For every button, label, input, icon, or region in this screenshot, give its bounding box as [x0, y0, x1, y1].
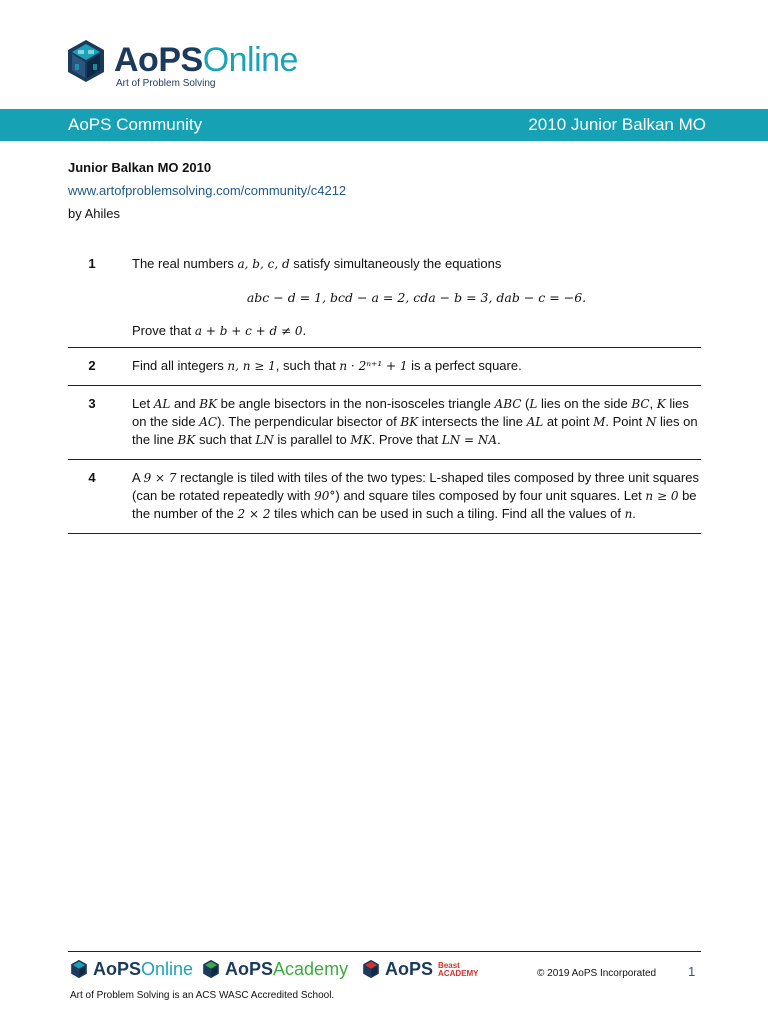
problem-text: Let AL and BK be angle bisectors in the non-isosceles triangle ABC (L lies on the side BC, K lies on the side AC). The perpendicular bisector of BK intersects the line AL at point M. Point N lies on the line BK such that LN is parallel to MK. Prove that LN = NA. [132, 396, 698, 447]
problem-number: 4 [88, 470, 96, 485]
community-banner [0, 109, 768, 141]
aops-cube-icon [66, 38, 106, 84]
problem-text: A 9 × 7 rectangle is tiled with tiles of the two types: L-shaped tiles composed by three unit squares (can be rotated repeatedly with 90°) and square tiles composed by four unit squares. Let n ≥ 0 be the number of the 2 × 2 tiles which can be used in such a tiling. Find all the values of n. [132, 470, 699, 521]
author-line: by Ahiles [68, 206, 121, 221]
document-meta [68, 156, 346, 225]
banner-left-title: AoPS Community [68, 115, 203, 134]
problem-4 [68, 460, 701, 534]
community-link[interactable]: www.artofproblemsolving.com/community/c4212 [68, 183, 347, 198]
problem-number: 2 [88, 358, 96, 373]
copyright-notice: © 2019 AoPS Incorporated [537, 968, 657, 979]
footer-aops-academy-logo: AoPSAcademy [202, 959, 348, 985]
problem-3 [68, 386, 701, 460]
banner-right-title: 2010 Junior Balkan MO [528, 115, 706, 134]
aops-cube-icon [202, 959, 220, 979]
aops-online-logo [66, 38, 326, 89]
footer-divider [68, 951, 701, 952]
contest-title: Junior Balkan MO 2010 [68, 160, 212, 175]
aops-cube-icon [362, 959, 380, 979]
problem-1 [68, 250, 701, 348]
aops-cube-icon [70, 959, 88, 979]
footer-beast-academy-logo: AoPS Beast ACADEMY [362, 959, 479, 985]
logo-wordmark: AoPSOnline [114, 41, 298, 79]
problem-number: 1 [88, 256, 96, 271]
accreditation-note: Art of Problem Solving is an ACS WASC Accredited School. [70, 990, 335, 1001]
problem-2 [68, 348, 701, 386]
problem-list [68, 250, 701, 534]
footer-aops-online-logo: AoPSOnline [70, 959, 193, 985]
page-number: 1 [688, 964, 696, 979]
logo-tagline: Art of Problem Solving [116, 78, 216, 89]
problem-text: Find all integers n, n ≥ 1, such that n · 2ⁿ⁺¹ + 1 is a perfect square. [132, 358, 522, 373]
footer-logos [70, 959, 490, 985]
problem-number: 3 [88, 396, 96, 411]
problem-text: The real numbers a, b, c, d satisfy simultaneously the equations abc − d = 1, bcd − a = 2, cda − b = 3, dab − c = −6. Prove that a + b + c + d ≠ 0. [132, 255, 701, 340]
problem-equation: abc − d = 1, bcd − a = 2, cda − b = 3, dab − c = −6. [246, 290, 587, 305]
